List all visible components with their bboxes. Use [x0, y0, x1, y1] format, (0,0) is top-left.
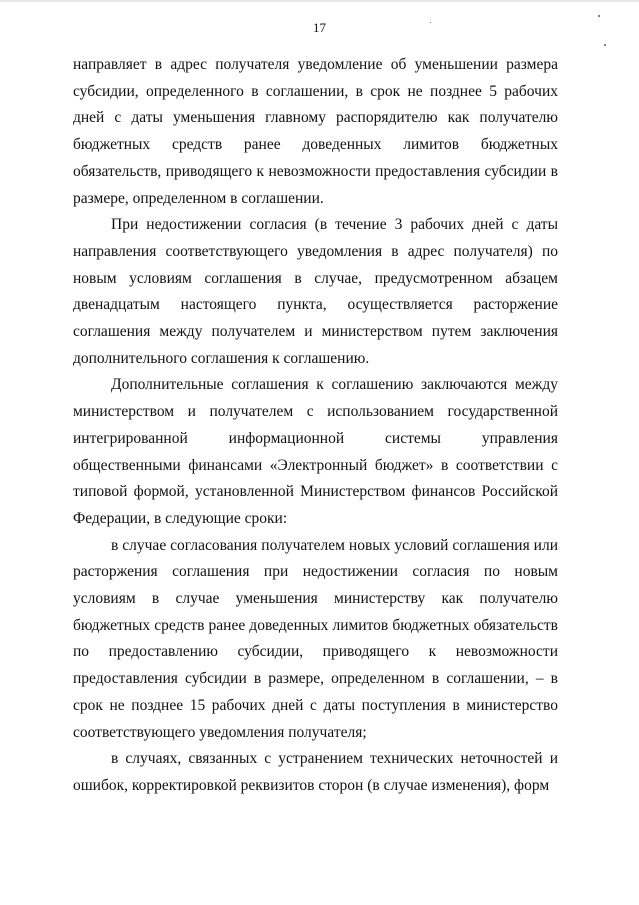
paragraph-disagreement-termination: При недостижении согласия (в течение 3 рабочих дней с даты направления соответствующего уведомления в адрес получателя) по новым условиям соглашения в случае, предусмотренном абзацем двенадцатым настоящего пункта, осуществляется расторжение соглашения между получателем и министерством путем заключения дополнительного соглашения к соглашению.: [73, 216, 558, 367]
page-top-edge: [0, 0, 639, 2]
paragraph-technical-errors: в случаях, связанных с устранением технических неточностей и ошибок, корректировкой реквизитов сторон (в случае изменения), форм: [73, 750, 558, 794]
scan-speck: [604, 44, 606, 46]
paragraph-case-15-days: в случае согласования получателем новых условий соглашения или расторжения соглашения при недостижении согласия по новым условиям в случае уменьшения министерству как получателю бюджетных средств ранее доведенных лимитов бюджетных обязательств по предоставлению субсидии, приводящего к невозможности предоставления субсидии в размере, определенном в соглашении, – в срок не позднее 15 рабочих дней с даты поступления в министерство соответствующего уведомления получателя;: [73, 536, 558, 741]
paragraph-continuation: направляет в адрес получателя уведомление об уменьшении размера субсидии, определенного в соглашении, в срок не позднее 5 рабочих дней с даты уменьшения главному распорядителю как получателю бюджетных средств ранее доведенных лимитов бюджетных обязательств, приводящего к невозможности предоставления субсидии в размере, определенном в соглашении.: [73, 56, 558, 207]
scan-speck: [598, 15, 600, 17]
page-number: 17: [313, 20, 326, 35]
paragraph-additional-agreements: Дополнительные соглашения к соглашению заключаются между министерством и получателем с использованием государственной интегрированной информационной системы управления общественными финансами «Электронный бюджет» в соответствии с типовой формой, установленной Министерством финансов Российской Федерации, в следующие сроки:: [73, 376, 558, 527]
document-body: [73, 52, 558, 800]
scan-speck: [430, 22, 431, 23]
